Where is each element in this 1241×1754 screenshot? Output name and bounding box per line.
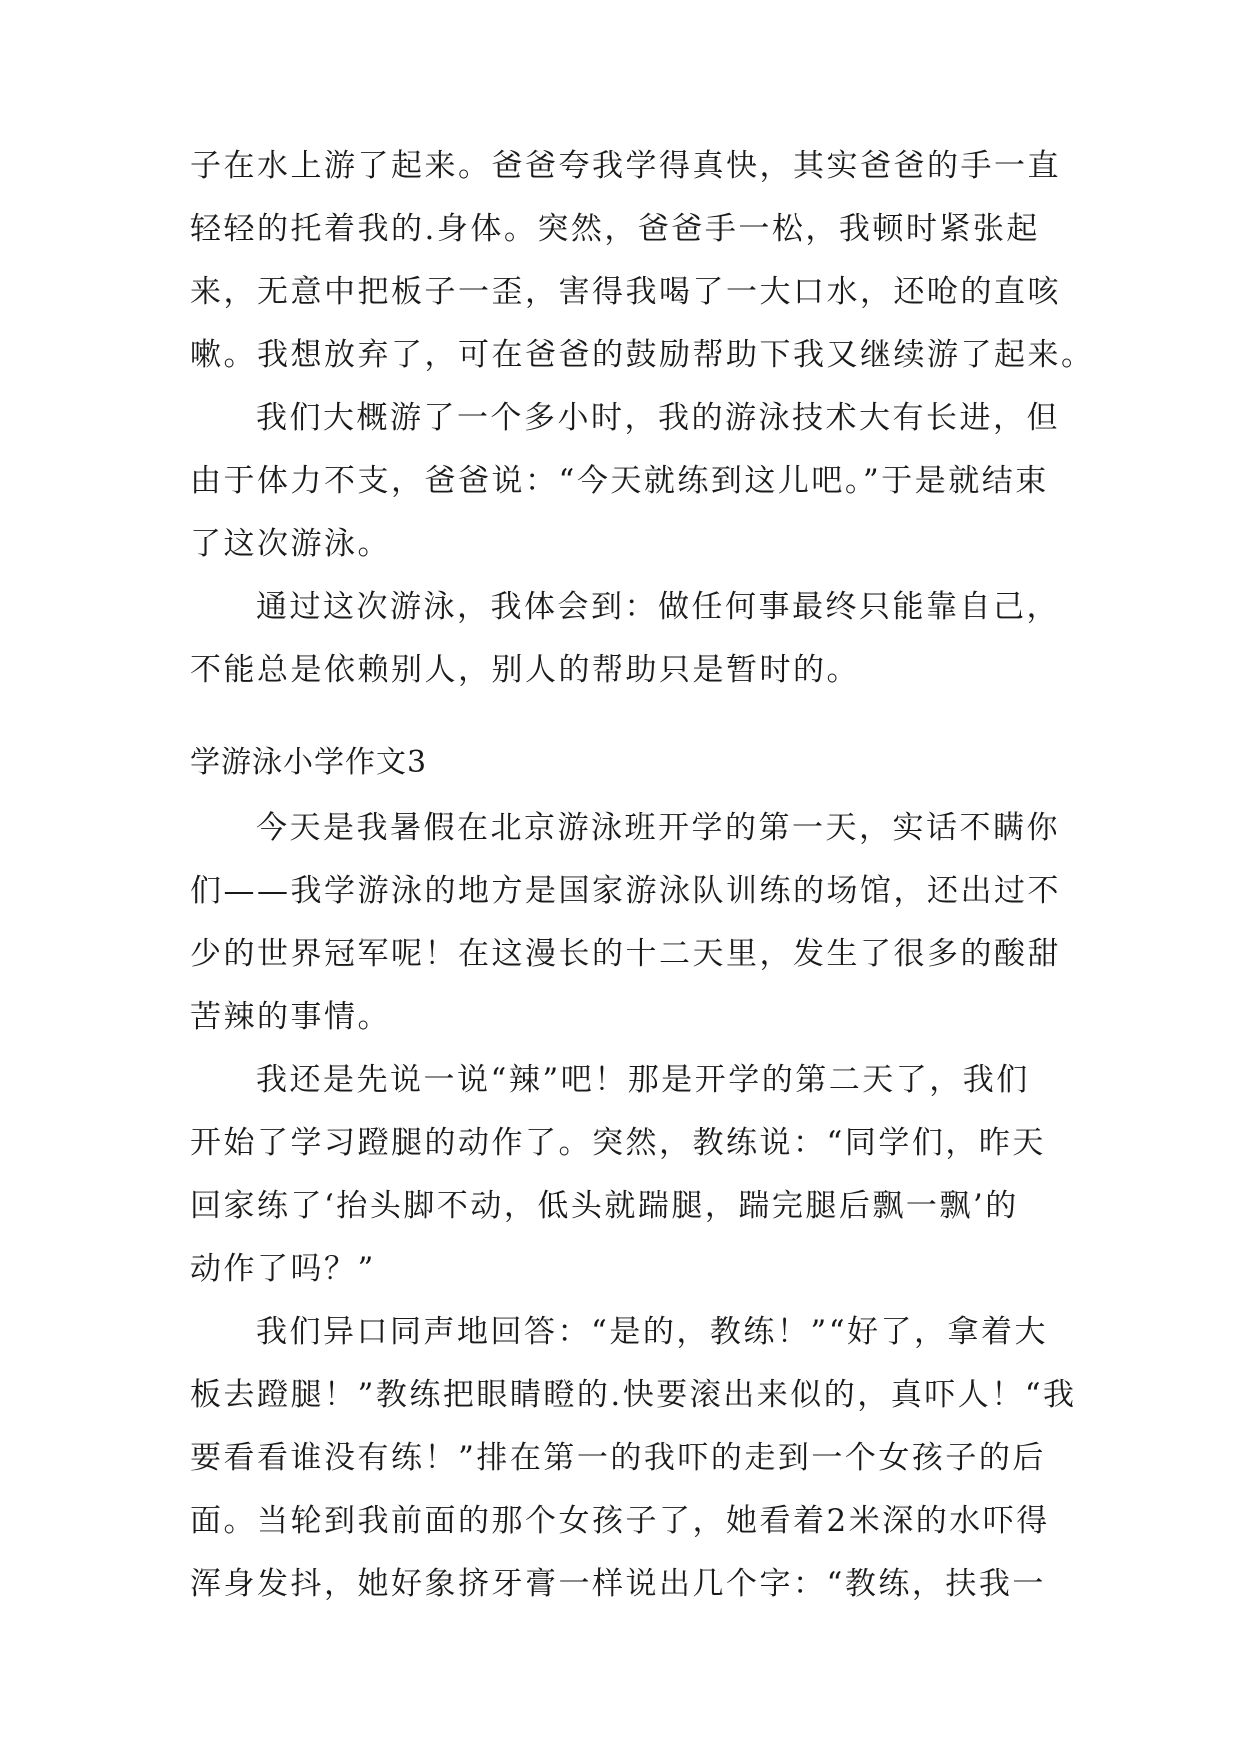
text-line: 面。当轮到我前面的那个女孩子了，她看着2米深的水吓得	[190, 1503, 1050, 1539]
text-line: 我还是先说一说“辣”吧！那是开学的第二天了，我们	[256, 1062, 1030, 1098]
text-line: 苦辣的事情。	[190, 999, 391, 1035]
text-line: 要看看谁没有练！”排在第一的我吓的走到一个女孩子的后	[190, 1440, 1046, 1476]
text-line: 我们大概游了一个多小时，我的游泳技术大有长进，但	[256, 400, 1060, 436]
text-line: 来，无意中把板子一歪，害得我喝了一大口水，还呛的直咳	[190, 274, 1061, 310]
paragraph	[190, 387, 1070, 576]
text-line: 开始了学习蹬腿的动作了。突然，教练说：“同学们，昨天	[190, 1125, 1046, 1161]
text-line: 板去蹬腿！”教练把眼睛瞪的.快要滚出来似的，真吓人！“我	[190, 1377, 1077, 1413]
text-line: 嗽。我想放弃了，可在爸爸的鼓励帮助下我又继续游了起来。	[190, 337, 1095, 373]
text-line: 动作了吗？”	[190, 1251, 376, 1287]
text-line: 回家练了‘抬头脚不动，低头就踹腿，踹完腿后飘一飘’的	[190, 1188, 1019, 1224]
text-line: 不能总是依赖别人，别人的帮助只是暂时的。	[190, 652, 860, 688]
text-line: 浑身发抖，她好象挤牙膏一样说出几个字：“教练，扶我一	[190, 1566, 1046, 1602]
text-line: 了这次游泳。	[190, 526, 391, 562]
paragraph	[190, 576, 1070, 702]
text-line: 今天是我暑假在北京游泳班开学的第一天，实话不瞒你	[256, 810, 1060, 846]
section-heading	[190, 731, 1070, 794]
paragraph	[190, 1301, 1077, 1616]
text-line: 我们异口同声地回答：“是的，教练！”“好了，拿着大	[256, 1314, 1049, 1350]
text-line: 少的世界冠军呢！在这漫长的十二天里，发生了很多的酸甜	[190, 936, 1061, 972]
text-line: 轻轻的托着我的.身体。突然，爸爸手一松，我顿时紧张起	[190, 211, 1040, 247]
text-line: 子在水上游了起来。爸爸夸我学得真快，其实爸爸的手一直	[190, 148, 1061, 184]
section-title: 学游泳小学作文3	[190, 745, 428, 780]
text-line: 由于体力不支，爸爸说：“今天就练到这儿吧。”于是就结束	[190, 463, 1049, 499]
text-line: 们——我学游泳的地方是国家游泳队训练的场馆，还出过不	[190, 873, 1061, 909]
paragraph-continuation	[190, 135, 1095, 387]
paragraph	[190, 1049, 1070, 1301]
paragraph	[190, 797, 1070, 1049]
text-line: 通过这次游泳，我体会到：做任何事最终只能靠自己，	[256, 589, 1060, 625]
